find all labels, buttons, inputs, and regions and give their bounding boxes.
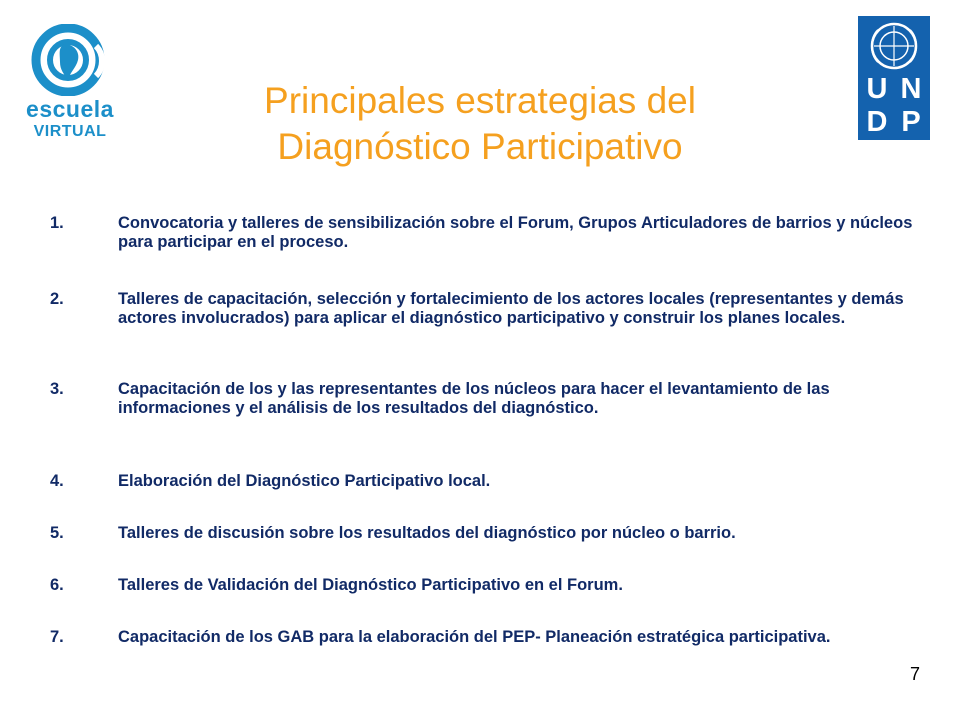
page-number: 7 <box>909 664 920 684</box>
item-number: 2. <box>50 290 64 308</box>
item-text: Capacitación de los GAB para la elaboración del PEP- Planeación estratégica participativa. <box>118 628 831 646</box>
escuela-virtual-logo <box>24 24 116 148</box>
title-line-2: Diagnóstico Participativo <box>277 126 683 167</box>
item-text: Talleres de capacitación, selección y fortalecimiento de los actores locales (representantes y demás actores involucrados) para aplicar el diagnóstico participativo y construir los planes locales. <box>118 290 904 327</box>
undp-letter-p: P <box>901 106 921 138</box>
item-text: Convocatoria y talleres de sensibilización sobre el Forum, Grupos Articuladores de barrios y núcleos para participar en el proceso. <box>118 214 913 251</box>
item-text: Talleres de Validación del Diagnóstico Participativo en el Forum. <box>118 576 623 594</box>
item-number: 6. <box>50 576 64 594</box>
item-text: Talleres de discusión sobre los resultados del diagnóstico por núcleo o barrio. <box>118 524 736 542</box>
logo-line-2: VIRTUAL <box>33 123 107 140</box>
title-line-1: Principales estrategias del <box>264 80 696 121</box>
logo-line-1: escuela <box>26 96 114 122</box>
un-emblem-icon <box>858 16 930 74</box>
undp-letter-n: N <box>900 73 922 105</box>
undp-letter-u: U <box>866 73 888 105</box>
item-text: Elaboración del Diagnóstico Participativo local. <box>118 472 491 490</box>
item-number: 3. <box>50 380 64 398</box>
item-number: 1. <box>50 214 64 232</box>
undp-logo <box>858 16 930 140</box>
item-number: 5. <box>50 524 64 542</box>
item-number: 7. <box>50 628 64 646</box>
globe-spiral-icon <box>24 24 116 96</box>
item-text: Capacitación de los y las representantes de los núcleos para hacer el levantamiento de las informaciones y el análisis de los resultados del diagnóstico. <box>118 380 830 417</box>
undp-letter-d: D <box>866 106 888 138</box>
slide-title <box>130 78 830 170</box>
item-number: 4. <box>50 472 64 490</box>
